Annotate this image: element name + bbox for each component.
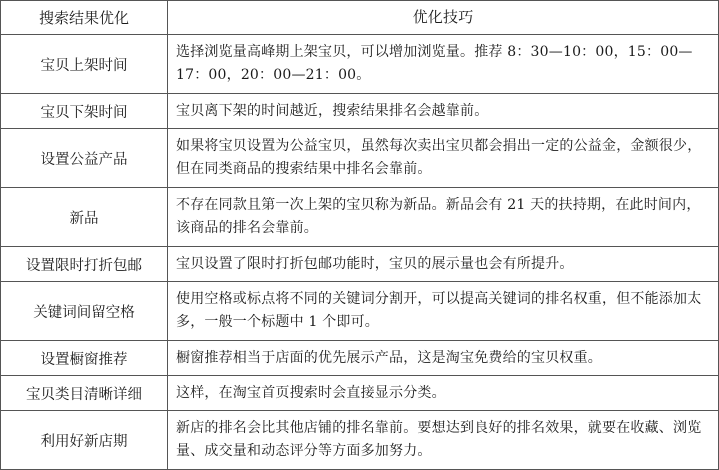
- table-row: [1, 341, 719, 376]
- row-tip: 宝贝设置了限时打折包邮功能时，宝贝的展示量也会有所提升。: [168, 247, 719, 282]
- table-row: [1, 411, 719, 470]
- table-row: [1, 247, 719, 282]
- row-item: 设置橱窗推荐: [1, 341, 168, 376]
- row-tip: 不存在同款且第一次上架的宝贝称为新品。新品会有 21 天的扶持期，在此时间内，该商品的排名会靠前。: [168, 188, 719, 247]
- table-row: [1, 188, 719, 247]
- column-header-tips: 优化技巧: [168, 1, 719, 35]
- row-item: 设置公益产品: [1, 129, 168, 188]
- row-item: 关键词间留空格: [1, 282, 168, 341]
- row-item: 新品: [1, 188, 168, 247]
- row-tip: 橱窗推荐相当于店面的优先展示产品，这是淘宝免费给的宝贝权重。: [168, 341, 719, 376]
- column-header-optimization: 搜索结果优化: [1, 1, 168, 35]
- row-item: 宝贝下架时间: [1, 94, 168, 129]
- table-row: [1, 129, 719, 188]
- table-header-row: [1, 1, 719, 35]
- row-item: 宝贝类目清晰详细: [1, 376, 168, 411]
- row-tip: 宝贝离下架的时间越近，搜索结果排名会越靠前。: [168, 94, 719, 129]
- table-row: [1, 94, 719, 129]
- row-tip: 新店的排名会比其他店铺的排名靠前。要想达到良好的排名效果，就要在收藏、浏览量、成交量和动态评分等方面多加努力。: [168, 411, 719, 470]
- row-tip: 如果将宝贝设置为公益宝贝，虽然每次卖出宝贝都会捐出一定的公益金，金额很少，但在同类商品的搜索结果中排名会靠前。: [168, 129, 719, 188]
- table-row: [1, 35, 719, 94]
- row-tip: 使用空格或标点将不同的关键词分割开，可以提高关键词的排名权重，但不能添加太多，一般一个标题中 1 个即可。: [168, 282, 719, 341]
- row-tip: 选择浏览量高峰期上架宝贝，可以增加浏览量。推荐 8：30—10：00，15：00—17：00，20：00—21：00。: [168, 35, 719, 94]
- row-item: 设置限时打折包邮: [1, 247, 168, 282]
- row-item: 利用好新店期: [1, 411, 168, 470]
- table-row: [1, 282, 719, 341]
- table-row: [1, 376, 719, 411]
- row-item: 宝贝上架时间: [1, 35, 168, 94]
- row-tip: 这样，在淘宝首页搜索时会直接显示分类。: [168, 376, 719, 411]
